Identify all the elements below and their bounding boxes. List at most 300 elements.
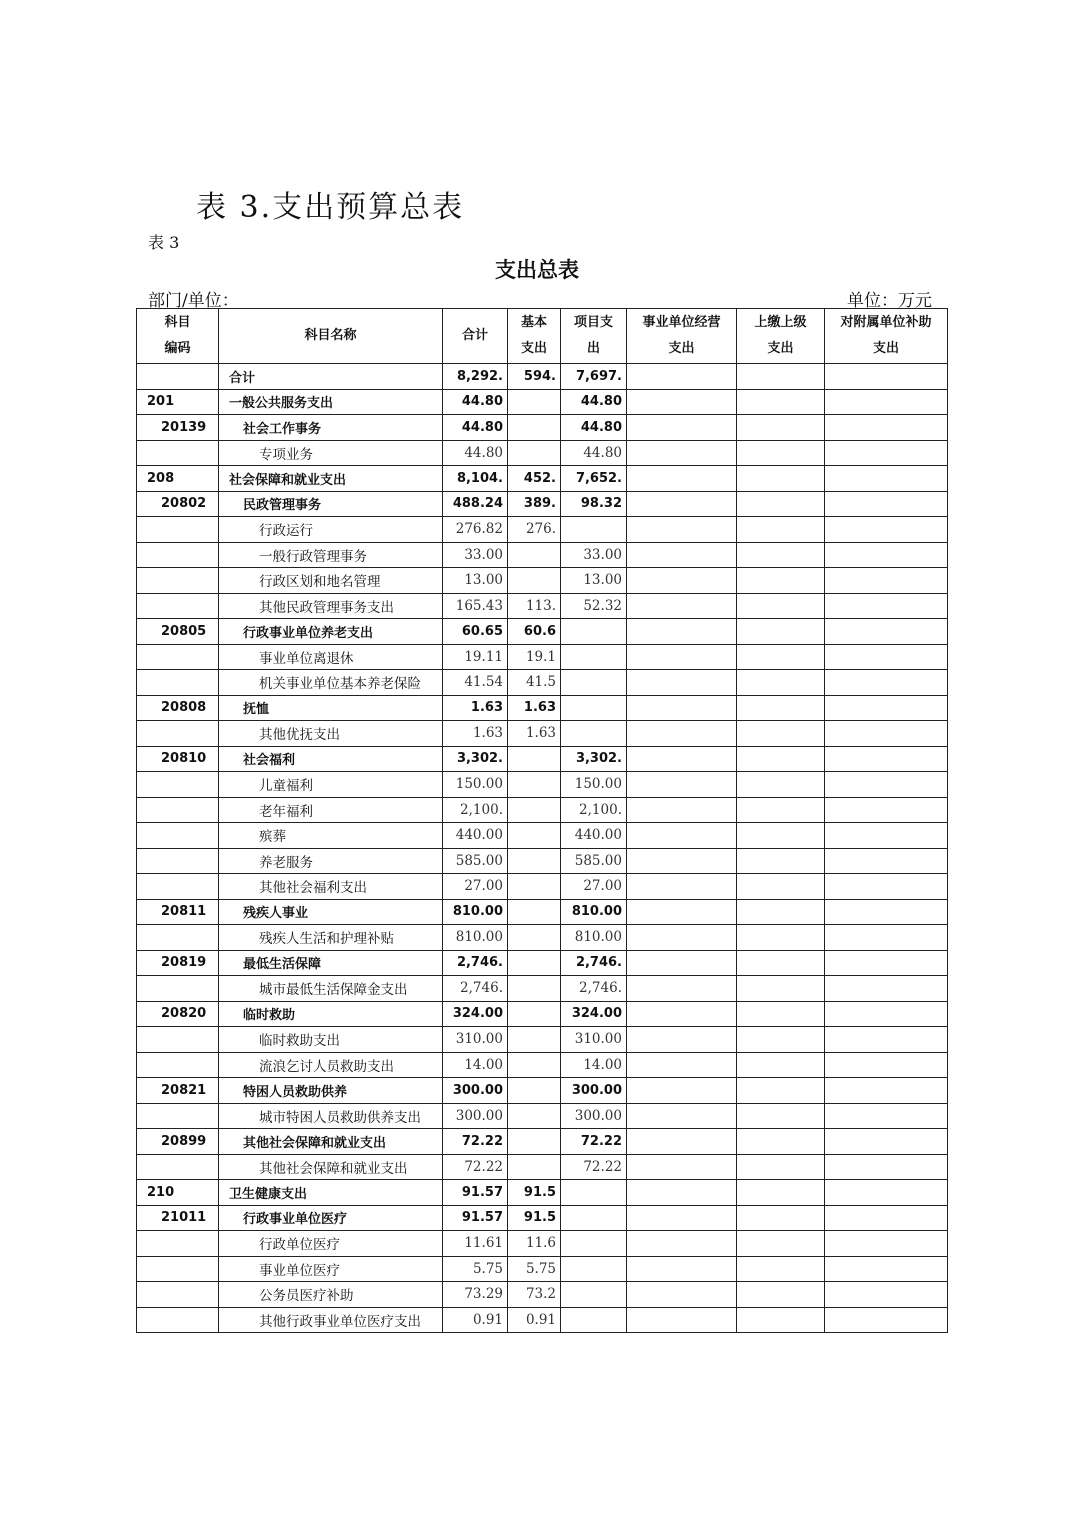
row-project-cell <box>561 517 627 543</box>
row-upper-cell <box>737 848 825 874</box>
row-upper-cell <box>737 1307 825 1333</box>
row-project-cell: 585.00 <box>561 848 627 874</box>
row-project-cell: 3,302. <box>561 746 627 772</box>
table-row <box>137 517 948 543</box>
row-name-cell: 特困人员救助供养 <box>219 1078 443 1104</box>
row-project-cell: 2,746. <box>561 950 627 976</box>
row-project-cell: 2,100. <box>561 797 627 823</box>
row-project-cell: 13.00 <box>561 568 627 594</box>
row-project-cell <box>561 644 627 670</box>
row-basic-cell <box>508 389 561 415</box>
row-upper-cell <box>737 899 825 925</box>
row-total-cell: 2,100. <box>443 797 508 823</box>
row-project-cell: 52.32 <box>561 593 627 619</box>
row-basic-cell <box>508 976 561 1002</box>
row-project-cell: 310.00 <box>561 1027 627 1053</box>
row-total-cell: 91.57 <box>443 1180 508 1206</box>
table-row <box>137 364 948 390</box>
row-upper-cell <box>737 466 825 492</box>
row-name-cell: 老年福利 <box>219 797 443 823</box>
row-basic-cell: 41.5 <box>508 670 561 696</box>
table-row <box>137 1256 948 1282</box>
row-subsidy-cell <box>825 1027 948 1053</box>
row-name-cell: 抚恤 <box>219 695 443 721</box>
row-upper-cell <box>737 772 825 798</box>
row-basic-cell: 0.91 <box>508 1307 561 1333</box>
row-subsidy-cell <box>825 364 948 390</box>
row-code-cell <box>137 1103 219 1129</box>
row-total-cell: 3,302. <box>443 746 508 772</box>
row-code-cell <box>137 1231 219 1257</box>
row-name-cell: 其他行政事业单位医疗支出 <box>219 1307 443 1333</box>
table-row <box>137 670 948 696</box>
row-upper-cell <box>737 823 825 849</box>
table-row <box>137 619 948 645</box>
row-project-cell: 810.00 <box>561 925 627 951</box>
department-label: 部门/单位： <box>148 291 239 311</box>
row-code-cell <box>137 440 219 466</box>
table-row <box>137 823 948 849</box>
table-row <box>137 874 948 900</box>
row-total-cell: 91.57 <box>443 1205 508 1231</box>
row-project-cell <box>561 695 627 721</box>
row-project-cell: 324.00 <box>561 1001 627 1027</box>
row-project-cell: 7,697. <box>561 364 627 390</box>
row-subsidy-cell <box>825 1282 948 1308</box>
row-business-cell <box>627 772 737 798</box>
table-row <box>137 1231 948 1257</box>
row-name-cell: 临时救助支出 <box>219 1027 443 1053</box>
row-code-cell <box>137 1307 219 1333</box>
row-business-cell <box>627 1231 737 1257</box>
table-row <box>137 1027 948 1053</box>
row-project-cell: 7,652. <box>561 466 627 492</box>
row-total-cell: 324.00 <box>443 1001 508 1027</box>
row-business-cell <box>627 1027 737 1053</box>
row-code-cell: 201 <box>137 389 219 415</box>
row-total-cell: 60.65 <box>443 619 508 645</box>
row-upper-cell <box>737 721 825 747</box>
row-total-cell: 0.91 <box>443 1307 508 1333</box>
row-upper-cell <box>737 1205 825 1231</box>
row-code-cell <box>137 644 219 670</box>
row-name-cell: 残疾人事业 <box>219 899 443 925</box>
row-basic-cell <box>508 1103 561 1129</box>
row-project-cell: 44.80 <box>561 440 627 466</box>
table-row <box>137 1205 948 1231</box>
row-total-cell: 27.00 <box>443 874 508 900</box>
row-business-cell <box>627 670 737 696</box>
row-upper-cell <box>737 1078 825 1104</box>
row-project-cell: 14.00 <box>561 1052 627 1078</box>
row-basic-cell <box>508 1001 561 1027</box>
row-code-cell <box>137 364 219 390</box>
expenditure-table <box>136 308 948 1333</box>
row-total-cell: 1.63 <box>443 721 508 747</box>
row-code-cell <box>137 976 219 1002</box>
row-code-cell: 210 <box>137 1180 219 1206</box>
row-subsidy-cell <box>825 466 948 492</box>
table-row <box>137 593 948 619</box>
row-total-cell: 5.75 <box>443 1256 508 1282</box>
row-business-cell <box>627 466 737 492</box>
row-name-cell: 临时救助 <box>219 1001 443 1027</box>
row-upper-cell <box>737 517 825 543</box>
row-name-cell: 养老服务 <box>219 848 443 874</box>
row-basic-cell <box>508 1052 561 1078</box>
row-basic-cell <box>508 746 561 772</box>
row-basic-cell <box>508 950 561 976</box>
header-basic: 基本 支出 <box>508 309 561 364</box>
header-upper: 上缴上级 支出 <box>737 309 825 364</box>
row-subsidy-cell <box>825 670 948 696</box>
row-subsidy-cell <box>825 1001 948 1027</box>
row-basic-cell: 1.63 <box>508 721 561 747</box>
row-project-cell <box>561 1307 627 1333</box>
row-code-cell <box>137 593 219 619</box>
row-basic-cell <box>508 440 561 466</box>
row-business-cell <box>627 746 737 772</box>
row-code-cell: 20808 <box>137 695 219 721</box>
row-code-cell: 20139 <box>137 415 219 441</box>
row-subsidy-cell <box>825 797 948 823</box>
row-upper-cell <box>737 542 825 568</box>
row-code-cell <box>137 874 219 900</box>
row-code-cell: 20821 <box>137 1078 219 1104</box>
header-subsidy: 对附属单位补助 支出 <box>825 309 948 364</box>
table-row <box>137 1078 948 1104</box>
row-total-cell: 585.00 <box>443 848 508 874</box>
row-basic-cell: 113. <box>508 593 561 619</box>
row-business-cell <box>627 1282 737 1308</box>
row-upper-cell <box>737 1231 825 1257</box>
row-business-cell <box>627 1307 737 1333</box>
table-row <box>137 440 948 466</box>
row-name-cell: 城市最低生活保障金支出 <box>219 976 443 1002</box>
row-project-cell <box>561 1256 627 1282</box>
row-subsidy-cell <box>825 772 948 798</box>
row-code-cell <box>137 823 219 849</box>
row-subsidy-cell <box>825 542 948 568</box>
table-row <box>137 568 948 594</box>
row-upper-cell <box>737 874 825 900</box>
row-upper-cell <box>737 746 825 772</box>
row-upper-cell <box>737 1256 825 1282</box>
row-code-cell <box>137 670 219 696</box>
row-total-cell: 13.00 <box>443 568 508 594</box>
row-business-cell <box>627 950 737 976</box>
row-business-cell <box>627 568 737 594</box>
table-header-row <box>137 309 948 364</box>
row-business-cell <box>627 695 737 721</box>
row-subsidy-cell <box>825 1307 948 1333</box>
row-subsidy-cell <box>825 1231 948 1257</box>
row-subsidy-cell <box>825 823 948 849</box>
row-upper-cell <box>737 1027 825 1053</box>
row-subsidy-cell <box>825 899 948 925</box>
row-upper-cell <box>737 950 825 976</box>
row-name-cell: 事业单位医疗 <box>219 1256 443 1282</box>
row-upper-cell <box>737 619 825 645</box>
row-business-cell <box>627 593 737 619</box>
table-row <box>137 1307 948 1333</box>
row-project-cell <box>561 1282 627 1308</box>
row-business-cell <box>627 1129 737 1155</box>
row-subsidy-cell <box>825 1256 948 1282</box>
row-name-cell: 一般公共服务支出 <box>219 389 443 415</box>
row-subsidy-cell <box>825 440 948 466</box>
row-code-cell <box>137 1027 219 1053</box>
row-business-cell <box>627 517 737 543</box>
row-code-cell: 20802 <box>137 491 219 517</box>
row-basic-cell <box>508 797 561 823</box>
row-subsidy-cell <box>825 593 948 619</box>
table-row <box>137 976 948 1002</box>
row-business-cell <box>627 1154 737 1180</box>
row-basic-cell <box>508 542 561 568</box>
row-code-cell <box>137 797 219 823</box>
row-name-cell: 一般行政管理事务 <box>219 542 443 568</box>
row-total-cell: 44.80 <box>443 415 508 441</box>
row-business-cell <box>627 823 737 849</box>
row-total-cell: 440.00 <box>443 823 508 849</box>
table-row <box>137 1001 948 1027</box>
row-code-cell: 20810 <box>137 746 219 772</box>
row-business-cell <box>627 874 737 900</box>
row-total-cell: 810.00 <box>443 899 508 925</box>
row-code-cell: 21011 <box>137 1205 219 1231</box>
table-row <box>137 1180 948 1206</box>
row-name-cell: 民政管理事务 <box>219 491 443 517</box>
row-subsidy-cell <box>825 1052 948 1078</box>
row-business-cell <box>627 848 737 874</box>
row-code-cell: 20805 <box>137 619 219 645</box>
row-basic-cell: 5.75 <box>508 1256 561 1282</box>
row-subsidy-cell <box>825 1078 948 1104</box>
row-subsidy-cell <box>825 848 948 874</box>
row-project-cell: 44.80 <box>561 415 627 441</box>
row-basic-cell: 1.63 <box>508 695 561 721</box>
row-code-cell: 208 <box>137 466 219 492</box>
row-upper-cell <box>737 491 825 517</box>
row-basic-cell <box>508 925 561 951</box>
row-name-cell: 其他社会福利支出 <box>219 874 443 900</box>
row-business-cell <box>627 1078 737 1104</box>
row-upper-cell <box>737 797 825 823</box>
table-row <box>137 491 948 517</box>
row-code-cell: 20811 <box>137 899 219 925</box>
row-name-cell: 其他优抚支出 <box>219 721 443 747</box>
header-code: 科目 编码 <box>137 309 219 364</box>
row-name-cell: 城市特困人员救助供养支出 <box>219 1103 443 1129</box>
table-row <box>137 415 948 441</box>
row-basic-cell <box>508 899 561 925</box>
row-business-cell <box>627 797 737 823</box>
table-body <box>137 364 948 1333</box>
row-project-cell: 300.00 <box>561 1078 627 1104</box>
row-basic-cell: 452. <box>508 466 561 492</box>
row-project-cell: 150.00 <box>561 772 627 798</box>
row-subsidy-cell <box>825 389 948 415</box>
row-upper-cell <box>737 1180 825 1206</box>
row-business-cell <box>627 619 737 645</box>
row-basic-cell: 276. <box>508 517 561 543</box>
row-basic-cell <box>508 823 561 849</box>
row-name-cell: 殡葬 <box>219 823 443 849</box>
table-title: 支出总表 <box>495 258 579 282</box>
row-upper-cell <box>737 1052 825 1078</box>
header-project: 项目支 出 <box>561 309 627 364</box>
table-row <box>137 695 948 721</box>
row-total-cell: 1.63 <box>443 695 508 721</box>
row-name-cell: 行政区划和地名管理 <box>219 568 443 594</box>
row-total-cell: 310.00 <box>443 1027 508 1053</box>
row-business-cell <box>627 976 737 1002</box>
row-name-cell: 事业单位离退休 <box>219 644 443 670</box>
row-business-cell <box>627 925 737 951</box>
table-row <box>137 899 948 925</box>
row-name-cell: 社会福利 <box>219 746 443 772</box>
row-code-cell <box>137 517 219 543</box>
row-subsidy-cell <box>825 976 948 1002</box>
row-total-cell: 300.00 <box>443 1103 508 1129</box>
row-upper-cell <box>737 976 825 1002</box>
document-heading: 表 3.支出预算总表 <box>196 190 465 225</box>
header-name: 科目名称 <box>219 309 443 364</box>
table-row <box>137 1282 948 1308</box>
row-subsidy-cell <box>825 874 948 900</box>
row-project-cell <box>561 1231 627 1257</box>
row-basic-cell: 73.2 <box>508 1282 561 1308</box>
row-basic-cell: 91.5 <box>508 1180 561 1206</box>
table-row <box>137 1103 948 1129</box>
row-code-cell <box>137 1282 219 1308</box>
row-basic-cell: 389. <box>508 491 561 517</box>
row-name-cell: 残疾人生活和护理补贴 <box>219 925 443 951</box>
row-subsidy-cell <box>825 517 948 543</box>
row-business-cell <box>627 542 737 568</box>
row-total-cell: 44.80 <box>443 389 508 415</box>
row-upper-cell <box>737 415 825 441</box>
row-business-cell <box>627 440 737 466</box>
table-row <box>137 542 948 568</box>
row-business-cell <box>627 1205 737 1231</box>
row-subsidy-cell <box>825 950 948 976</box>
row-code-cell <box>137 925 219 951</box>
row-basic-cell <box>508 1078 561 1104</box>
row-code-cell <box>137 772 219 798</box>
row-subsidy-cell <box>825 619 948 645</box>
row-upper-cell <box>737 925 825 951</box>
row-subsidy-cell <box>825 925 948 951</box>
row-upper-cell <box>737 364 825 390</box>
row-subsidy-cell <box>825 415 948 441</box>
row-total-cell: 2,746. <box>443 950 508 976</box>
row-code-cell <box>137 1154 219 1180</box>
row-code-cell <box>137 1256 219 1282</box>
row-total-cell: 44.80 <box>443 440 508 466</box>
row-total-cell: 2,746. <box>443 976 508 1002</box>
row-basic-cell <box>508 1027 561 1053</box>
row-subsidy-cell <box>825 1129 948 1155</box>
row-name-cell: 机关事业单位基本养老保险 <box>219 670 443 696</box>
row-name-cell: 其他社会保障和就业支出 <box>219 1154 443 1180</box>
row-upper-cell <box>737 1103 825 1129</box>
row-total-cell: 19.11 <box>443 644 508 670</box>
row-code-cell <box>137 1052 219 1078</box>
row-total-cell: 488.24 <box>443 491 508 517</box>
row-project-cell: 2,746. <box>561 976 627 1002</box>
row-basic-cell: 91.5 <box>508 1205 561 1231</box>
row-project-cell <box>561 1205 627 1231</box>
row-name-cell: 卫生健康支出 <box>219 1180 443 1206</box>
row-subsidy-cell <box>825 1103 948 1129</box>
row-name-cell: 社会保障和就业支出 <box>219 466 443 492</box>
row-business-cell <box>627 1103 737 1129</box>
row-name-cell: 合计 <box>219 364 443 390</box>
row-business-cell <box>627 491 737 517</box>
row-total-cell: 300.00 <box>443 1078 508 1104</box>
row-basic-cell: 19.1 <box>508 644 561 670</box>
row-name-cell: 行政事业单位养老支出 <box>219 619 443 645</box>
row-basic-cell <box>508 1129 561 1155</box>
row-basic-cell <box>508 1154 561 1180</box>
row-project-cell: 27.00 <box>561 874 627 900</box>
row-total-cell: 165.43 <box>443 593 508 619</box>
row-code-cell <box>137 721 219 747</box>
table-row <box>137 925 948 951</box>
table-row <box>137 644 948 670</box>
table-row <box>137 746 948 772</box>
row-subsidy-cell <box>825 1180 948 1206</box>
row-name-cell: 行政事业单位医疗 <box>219 1205 443 1231</box>
row-total-cell: 11.61 <box>443 1231 508 1257</box>
row-basic-cell <box>508 848 561 874</box>
row-code-cell: 20819 <box>137 950 219 976</box>
table-row <box>137 797 948 823</box>
row-business-cell <box>627 1052 737 1078</box>
row-project-cell: 810.00 <box>561 899 627 925</box>
row-upper-cell <box>737 644 825 670</box>
row-project-cell: 72.22 <box>561 1129 627 1155</box>
row-basic-cell <box>508 772 561 798</box>
row-total-cell: 276.82 <box>443 517 508 543</box>
row-basic-cell <box>508 874 561 900</box>
table-row <box>137 721 948 747</box>
row-name-cell: 儿童福利 <box>219 772 443 798</box>
row-business-cell <box>627 415 737 441</box>
row-project-cell: 98.32 <box>561 491 627 517</box>
row-name-cell: 公务员医疗补助 <box>219 1282 443 1308</box>
row-subsidy-cell <box>825 746 948 772</box>
row-total-cell: 14.00 <box>443 1052 508 1078</box>
row-upper-cell <box>737 1154 825 1180</box>
row-upper-cell <box>737 440 825 466</box>
row-code-cell: 20899 <box>137 1129 219 1155</box>
row-business-cell <box>627 1256 737 1282</box>
table-number-label: 表 3 <box>148 233 180 252</box>
row-business-cell <box>627 1180 737 1206</box>
row-name-cell: 流浪乞讨人员救助支出 <box>219 1052 443 1078</box>
row-upper-cell <box>737 593 825 619</box>
unit-label: 单位：万元 <box>847 291 932 311</box>
row-total-cell: 72.22 <box>443 1154 508 1180</box>
header-total: 合计 <box>443 309 508 364</box>
row-project-cell: 300.00 <box>561 1103 627 1129</box>
header-business: 事业单位经营 支出 <box>627 309 737 364</box>
row-business-cell <box>627 389 737 415</box>
row-business-cell <box>627 644 737 670</box>
